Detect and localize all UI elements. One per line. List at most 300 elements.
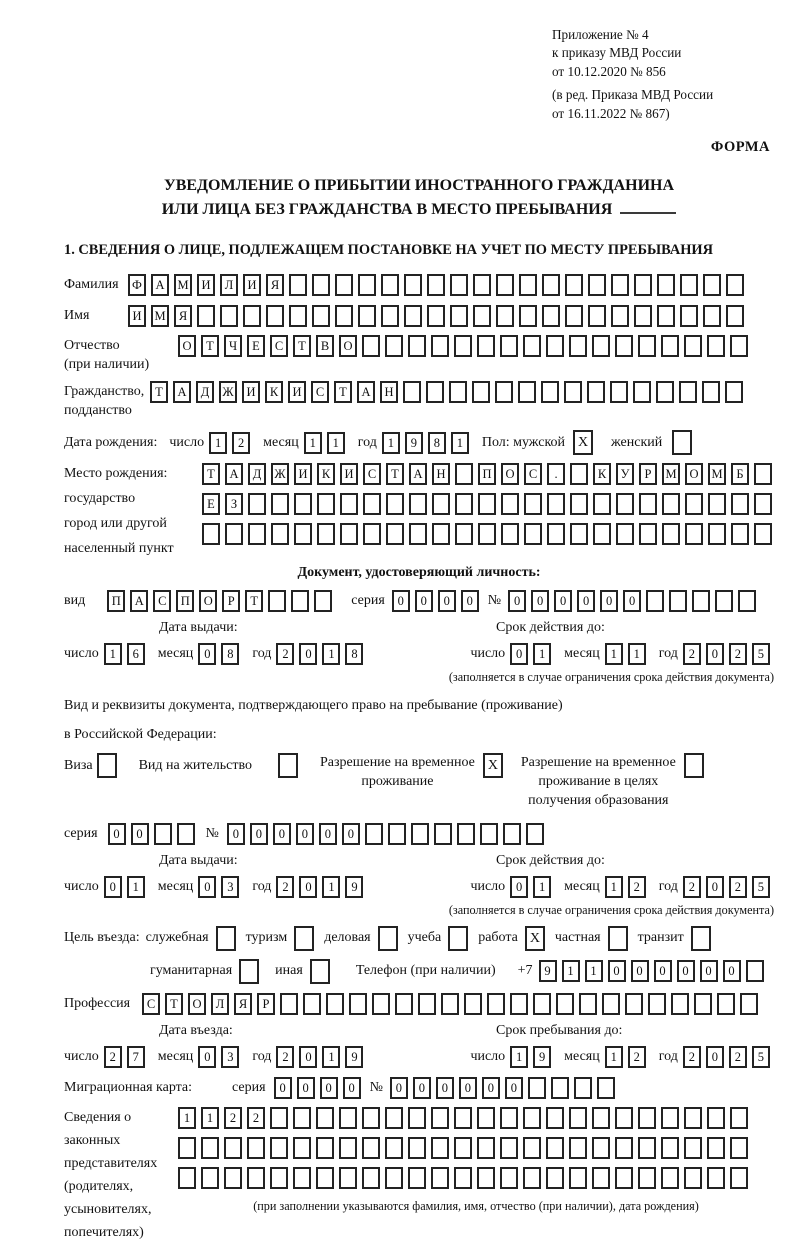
char-box[interactable]: 0	[342, 823, 360, 845]
char-box[interactable]	[220, 305, 238, 327]
char-box[interactable]: 2	[628, 876, 646, 898]
char-box[interactable]: 0	[299, 876, 317, 898]
char-box[interactable]	[708, 523, 726, 545]
char-box[interactable]: П	[107, 590, 125, 612]
char-box[interactable]	[385, 1107, 403, 1129]
char-box[interactable]	[592, 335, 610, 357]
char-box[interactable]: 6	[127, 643, 145, 665]
char-box[interactable]	[381, 305, 399, 327]
char-box[interactable]: 1	[533, 643, 551, 665]
char-box[interactable]	[202, 523, 220, 545]
purpose-business-checkbox[interactable]	[216, 926, 236, 951]
char-box[interactable]	[661, 335, 679, 357]
char-box[interactable]	[431, 1137, 449, 1159]
char-box[interactable]: С	[270, 335, 288, 357]
char-box[interactable]	[291, 590, 309, 612]
char-box[interactable]	[455, 523, 473, 545]
char-box[interactable]: Р	[639, 463, 657, 485]
char-box[interactable]	[457, 823, 475, 845]
char-box[interactable]	[408, 1107, 426, 1129]
char-box[interactable]	[270, 1167, 288, 1189]
char-box[interactable]	[510, 993, 528, 1015]
char-box[interactable]	[707, 1107, 725, 1129]
char-box[interactable]	[500, 1167, 518, 1189]
char-box[interactable]	[638, 1107, 656, 1129]
char-box[interactable]: 2	[276, 876, 294, 898]
char-box[interactable]	[570, 523, 588, 545]
char-box[interactable]	[270, 1137, 288, 1159]
char-box[interactable]: Т	[201, 335, 219, 357]
purpose-commercial-checkbox[interactable]	[378, 926, 398, 951]
char-box[interactable]: 1	[104, 643, 122, 665]
purpose-work-checkbox[interactable]: X	[525, 926, 545, 951]
char-box[interactable]	[731, 493, 749, 515]
char-box[interactable]	[634, 274, 652, 296]
char-box[interactable]: Р	[257, 993, 275, 1015]
char-box[interactable]: В	[316, 335, 334, 357]
char-box[interactable]	[662, 493, 680, 515]
char-box[interactable]: 9	[345, 876, 363, 898]
char-box[interactable]: 0	[343, 1077, 361, 1099]
char-box[interactable]	[738, 590, 756, 612]
char-box[interactable]: 1	[327, 432, 345, 454]
char-box[interactable]: Т	[245, 590, 263, 612]
char-box[interactable]	[746, 960, 764, 982]
char-box[interactable]	[224, 1167, 242, 1189]
char-box[interactable]	[271, 493, 289, 515]
char-box[interactable]	[519, 305, 537, 327]
char-box[interactable]	[656, 381, 674, 403]
char-box[interactable]	[224, 1137, 242, 1159]
char-box[interactable]	[523, 335, 541, 357]
char-box[interactable]	[385, 1167, 403, 1189]
char-box[interactable]: С	[142, 993, 160, 1015]
char-box[interactable]: Л	[211, 993, 229, 1015]
char-box[interactable]: 0	[600, 590, 618, 612]
char-box[interactable]: 0	[198, 1046, 216, 1068]
char-box[interactable]: И	[288, 381, 306, 403]
char-box[interactable]	[243, 305, 261, 327]
char-box[interactable]	[403, 381, 421, 403]
char-box[interactable]: Ф	[128, 274, 146, 296]
char-box[interactable]: К	[317, 463, 335, 485]
char-box[interactable]	[611, 274, 629, 296]
char-box[interactable]	[326, 993, 344, 1015]
char-box[interactable]: 2	[683, 1046, 701, 1068]
char-box[interactable]: А	[173, 381, 191, 403]
char-box[interactable]	[293, 1167, 311, 1189]
char-box[interactable]: А	[225, 463, 243, 485]
char-box[interactable]	[340, 493, 358, 515]
char-box[interactable]	[616, 493, 634, 515]
char-box[interactable]	[625, 993, 643, 1015]
char-box[interactable]	[579, 993, 597, 1015]
char-box[interactable]: 0	[677, 960, 695, 982]
char-box[interactable]: 1	[605, 1046, 623, 1068]
char-box[interactable]	[569, 1167, 587, 1189]
char-box[interactable]: 0	[510, 643, 528, 665]
char-box[interactable]	[431, 335, 449, 357]
char-box[interactable]	[316, 1167, 334, 1189]
char-box[interactable]: 0	[104, 876, 122, 898]
char-box[interactable]: .	[547, 463, 565, 485]
char-box[interactable]	[730, 1167, 748, 1189]
char-box[interactable]	[646, 590, 664, 612]
char-box[interactable]	[316, 1137, 334, 1159]
char-box[interactable]	[565, 274, 583, 296]
char-box[interactable]	[270, 1107, 288, 1129]
char-box[interactable]	[731, 523, 749, 545]
char-box[interactable]: 1	[605, 876, 623, 898]
char-box[interactable]: 0	[461, 590, 479, 612]
char-box[interactable]	[570, 463, 588, 485]
char-box[interactable]	[289, 305, 307, 327]
char-box[interactable]	[754, 463, 772, 485]
char-box[interactable]	[247, 1137, 265, 1159]
char-box[interactable]	[546, 1167, 564, 1189]
char-box[interactable]	[386, 523, 404, 545]
char-box[interactable]	[547, 523, 565, 545]
char-box[interactable]: 1	[209, 432, 227, 454]
char-box[interactable]: О	[339, 335, 357, 357]
char-box[interactable]	[418, 993, 436, 1015]
char-box[interactable]: 0	[508, 590, 526, 612]
char-box[interactable]: И	[128, 305, 146, 327]
char-box[interactable]	[615, 1137, 633, 1159]
char-box[interactable]: Я	[234, 993, 252, 1015]
char-box[interactable]: 1	[201, 1107, 219, 1129]
char-box[interactable]: Я	[174, 305, 192, 327]
char-box[interactable]	[615, 1167, 633, 1189]
char-box[interactable]	[526, 823, 544, 845]
char-box[interactable]	[340, 523, 358, 545]
char-box[interactable]	[409, 523, 427, 545]
char-box[interactable]: 0	[392, 590, 410, 612]
char-box[interactable]	[349, 993, 367, 1015]
char-box[interactable]	[473, 274, 491, 296]
char-box[interactable]	[519, 274, 537, 296]
char-box[interactable]	[569, 1137, 587, 1159]
char-box[interactable]	[633, 381, 651, 403]
char-box[interactable]	[518, 381, 536, 403]
char-box[interactable]	[495, 381, 513, 403]
char-box[interactable]	[404, 274, 422, 296]
char-box[interactable]: 0	[274, 1077, 292, 1099]
char-box[interactable]	[592, 1137, 610, 1159]
char-box[interactable]	[588, 274, 606, 296]
char-box[interactable]	[638, 1137, 656, 1159]
char-box[interactable]: С	[311, 381, 329, 403]
char-box[interactable]	[386, 493, 404, 515]
char-box[interactable]: 0	[299, 1046, 317, 1068]
char-box[interactable]: Л	[220, 274, 238, 296]
char-box[interactable]: У	[616, 463, 634, 485]
char-box[interactable]: А	[357, 381, 375, 403]
char-box[interactable]: 7	[127, 1046, 145, 1068]
char-box[interactable]	[358, 305, 376, 327]
char-box[interactable]: 1	[510, 1046, 528, 1068]
char-box[interactable]: И	[242, 381, 260, 403]
char-box[interactable]: Т	[293, 335, 311, 357]
char-box[interactable]	[496, 274, 514, 296]
char-box[interactable]	[556, 993, 574, 1015]
char-box[interactable]	[546, 1107, 564, 1129]
temp-permit-checkbox[interactable]: X	[483, 753, 503, 778]
char-box[interactable]: 1	[382, 432, 400, 454]
char-box[interactable]: 0	[131, 823, 149, 845]
char-box[interactable]: Д	[196, 381, 214, 403]
char-box[interactable]	[684, 1137, 702, 1159]
char-box[interactable]	[592, 1107, 610, 1129]
char-box[interactable]: 2	[729, 643, 747, 665]
char-box[interactable]: 0	[608, 960, 626, 982]
char-box[interactable]	[197, 305, 215, 327]
char-box[interactable]	[293, 1107, 311, 1129]
char-box[interactable]: 0	[390, 1077, 408, 1099]
char-box[interactable]	[480, 823, 498, 845]
char-box[interactable]	[441, 993, 459, 1015]
char-box[interactable]	[316, 1107, 334, 1129]
char-box[interactable]	[657, 274, 675, 296]
char-box[interactable]: 0	[108, 823, 126, 845]
char-box[interactable]	[201, 1137, 219, 1159]
char-box[interactable]	[703, 274, 721, 296]
char-box[interactable]	[455, 463, 473, 485]
char-box[interactable]: 0	[706, 876, 724, 898]
char-box[interactable]: Д	[248, 463, 266, 485]
char-box[interactable]	[501, 493, 519, 515]
char-box[interactable]: 1	[628, 643, 646, 665]
char-box[interactable]	[335, 274, 353, 296]
char-box[interactable]: Е	[247, 335, 265, 357]
char-box[interactable]	[679, 381, 697, 403]
char-box[interactable]	[247, 1167, 265, 1189]
char-box[interactable]	[289, 274, 307, 296]
char-box[interactable]: М	[151, 305, 169, 327]
char-box[interactable]	[268, 590, 286, 612]
char-box[interactable]: 2	[276, 1046, 294, 1068]
char-box[interactable]: И	[197, 274, 215, 296]
char-box[interactable]: 0	[554, 590, 572, 612]
char-box[interactable]: 0	[296, 823, 314, 845]
char-box[interactable]	[541, 381, 559, 403]
char-box[interactable]	[362, 1137, 380, 1159]
char-box[interactable]	[294, 523, 312, 545]
char-box[interactable]: 0	[320, 1077, 338, 1099]
char-box[interactable]: С	[153, 590, 171, 612]
char-box[interactable]	[638, 335, 656, 357]
char-box[interactable]	[388, 823, 406, 845]
char-box[interactable]	[523, 1107, 541, 1129]
char-box[interactable]: 2	[729, 1046, 747, 1068]
char-box[interactable]	[754, 493, 772, 515]
purpose-tourism-checkbox[interactable]	[294, 926, 314, 951]
char-box[interactable]	[685, 523, 703, 545]
char-box[interactable]: Н	[380, 381, 398, 403]
char-box[interactable]: З	[225, 493, 243, 515]
char-box[interactable]	[593, 523, 611, 545]
char-box[interactable]	[570, 493, 588, 515]
char-box[interactable]: 2	[232, 432, 250, 454]
char-box[interactable]	[293, 1137, 311, 1159]
char-box[interactable]: С	[363, 463, 381, 485]
char-box[interactable]	[266, 305, 284, 327]
char-box[interactable]	[551, 1077, 569, 1099]
char-box[interactable]	[546, 335, 564, 357]
char-box[interactable]	[500, 1137, 518, 1159]
char-box[interactable]: 1	[322, 643, 340, 665]
char-box[interactable]	[657, 305, 675, 327]
residence-permit-checkbox[interactable]	[278, 753, 298, 778]
purpose-private-checkbox[interactable]	[608, 926, 628, 951]
char-box[interactable]: 1	[322, 1046, 340, 1068]
char-box[interactable]	[432, 493, 450, 515]
char-box[interactable]	[248, 523, 266, 545]
char-box[interactable]: 0	[198, 876, 216, 898]
char-box[interactable]: 0	[250, 823, 268, 845]
char-box[interactable]: М	[174, 274, 192, 296]
char-box[interactable]: 1	[451, 432, 469, 454]
char-box[interactable]: 2	[247, 1107, 265, 1129]
char-box[interactable]	[597, 1077, 615, 1099]
char-box[interactable]	[314, 590, 332, 612]
char-box[interactable]	[472, 381, 490, 403]
char-box[interactable]	[523, 1137, 541, 1159]
char-box[interactable]: 2	[224, 1107, 242, 1129]
char-box[interactable]: 5	[752, 1046, 770, 1068]
char-box[interactable]	[454, 1167, 472, 1189]
char-box[interactable]: П	[478, 463, 496, 485]
char-box[interactable]	[473, 305, 491, 327]
char-box[interactable]: 0	[631, 960, 649, 982]
char-box[interactable]	[478, 523, 496, 545]
char-box[interactable]	[427, 274, 445, 296]
char-box[interactable]: О	[685, 463, 703, 485]
char-box[interactable]: 2	[683, 876, 701, 898]
char-box[interactable]	[501, 523, 519, 545]
char-box[interactable]	[639, 493, 657, 515]
char-box[interactable]	[408, 335, 426, 357]
char-box[interactable]	[454, 335, 472, 357]
char-box[interactable]: 0	[413, 1077, 431, 1099]
sex-female-checkbox[interactable]	[672, 430, 692, 455]
char-box[interactable]: М	[708, 463, 726, 485]
char-box[interactable]	[524, 523, 542, 545]
char-box[interactable]: 2	[683, 643, 701, 665]
char-box[interactable]	[680, 274, 698, 296]
char-box[interactable]	[431, 1167, 449, 1189]
char-box[interactable]	[426, 381, 444, 403]
char-box[interactable]	[592, 1167, 610, 1189]
char-box[interactable]	[615, 335, 633, 357]
char-box[interactable]	[707, 1167, 725, 1189]
char-box[interactable]	[363, 493, 381, 515]
char-box[interactable]	[610, 381, 628, 403]
char-box[interactable]	[726, 274, 744, 296]
char-box[interactable]	[611, 305, 629, 327]
char-box[interactable]: 9	[533, 1046, 551, 1068]
char-box[interactable]	[317, 493, 335, 515]
char-box[interactable]	[542, 274, 560, 296]
char-box[interactable]: 0	[706, 1046, 724, 1068]
char-box[interactable]: Б	[731, 463, 749, 485]
char-box[interactable]: 0	[577, 590, 595, 612]
char-box[interactable]: 8	[345, 643, 363, 665]
char-box[interactable]: 3	[221, 1046, 239, 1068]
char-box[interactable]	[395, 993, 413, 1015]
char-box[interactable]	[385, 335, 403, 357]
char-box[interactable]: Т	[334, 381, 352, 403]
char-box[interactable]	[455, 493, 473, 515]
char-box[interactable]	[593, 493, 611, 515]
char-box[interactable]: С	[524, 463, 542, 485]
char-box[interactable]	[178, 1167, 196, 1189]
char-box[interactable]	[381, 274, 399, 296]
char-box[interactable]	[432, 523, 450, 545]
char-box[interactable]	[524, 493, 542, 515]
char-box[interactable]: 2	[729, 876, 747, 898]
char-box[interactable]: И	[294, 463, 312, 485]
char-box[interactable]: Н	[432, 463, 450, 485]
char-box[interactable]: 0	[623, 590, 641, 612]
char-box[interactable]: 0	[723, 960, 741, 982]
char-box[interactable]	[564, 381, 582, 403]
char-box[interactable]: 1	[127, 876, 145, 898]
char-box[interactable]: 2	[628, 1046, 646, 1068]
purpose-study-checkbox[interactable]	[448, 926, 468, 951]
char-box[interactable]	[496, 305, 514, 327]
char-box[interactable]: 0	[198, 643, 216, 665]
char-box[interactable]	[362, 335, 380, 357]
char-box[interactable]	[385, 1137, 403, 1159]
char-box[interactable]	[339, 1137, 357, 1159]
char-box[interactable]	[271, 523, 289, 545]
char-box[interactable]	[178, 1137, 196, 1159]
char-box[interactable]	[708, 493, 726, 515]
char-box[interactable]	[500, 1107, 518, 1129]
char-box[interactable]	[684, 335, 702, 357]
char-box[interactable]	[639, 523, 657, 545]
char-box[interactable]	[725, 381, 743, 403]
char-box[interactable]: Т	[150, 381, 168, 403]
sex-male-checkbox[interactable]: X	[573, 430, 593, 455]
char-box[interactable]	[225, 523, 243, 545]
char-box[interactable]: 0	[510, 876, 528, 898]
char-box[interactable]: 1	[178, 1107, 196, 1129]
char-box[interactable]	[684, 1107, 702, 1129]
char-box[interactable]	[661, 1137, 679, 1159]
char-box[interactable]: 2	[104, 1046, 122, 1068]
char-box[interactable]	[408, 1167, 426, 1189]
char-box[interactable]	[715, 590, 733, 612]
char-box[interactable]	[528, 1077, 546, 1099]
char-box[interactable]	[404, 305, 422, 327]
char-box[interactable]: И	[243, 274, 261, 296]
char-box[interactable]	[569, 1107, 587, 1129]
char-box[interactable]	[477, 335, 495, 357]
char-box[interactable]	[707, 335, 725, 357]
char-box[interactable]	[717, 993, 735, 1015]
char-box[interactable]: 0	[299, 643, 317, 665]
char-box[interactable]	[730, 1137, 748, 1159]
char-box[interactable]: 1	[322, 876, 340, 898]
char-box[interactable]: 0	[273, 823, 291, 845]
char-box[interactable]: Я	[266, 274, 284, 296]
char-box[interactable]: 1	[605, 643, 623, 665]
char-box[interactable]	[427, 305, 445, 327]
char-box[interactable]	[408, 1137, 426, 1159]
char-box[interactable]	[546, 1137, 564, 1159]
